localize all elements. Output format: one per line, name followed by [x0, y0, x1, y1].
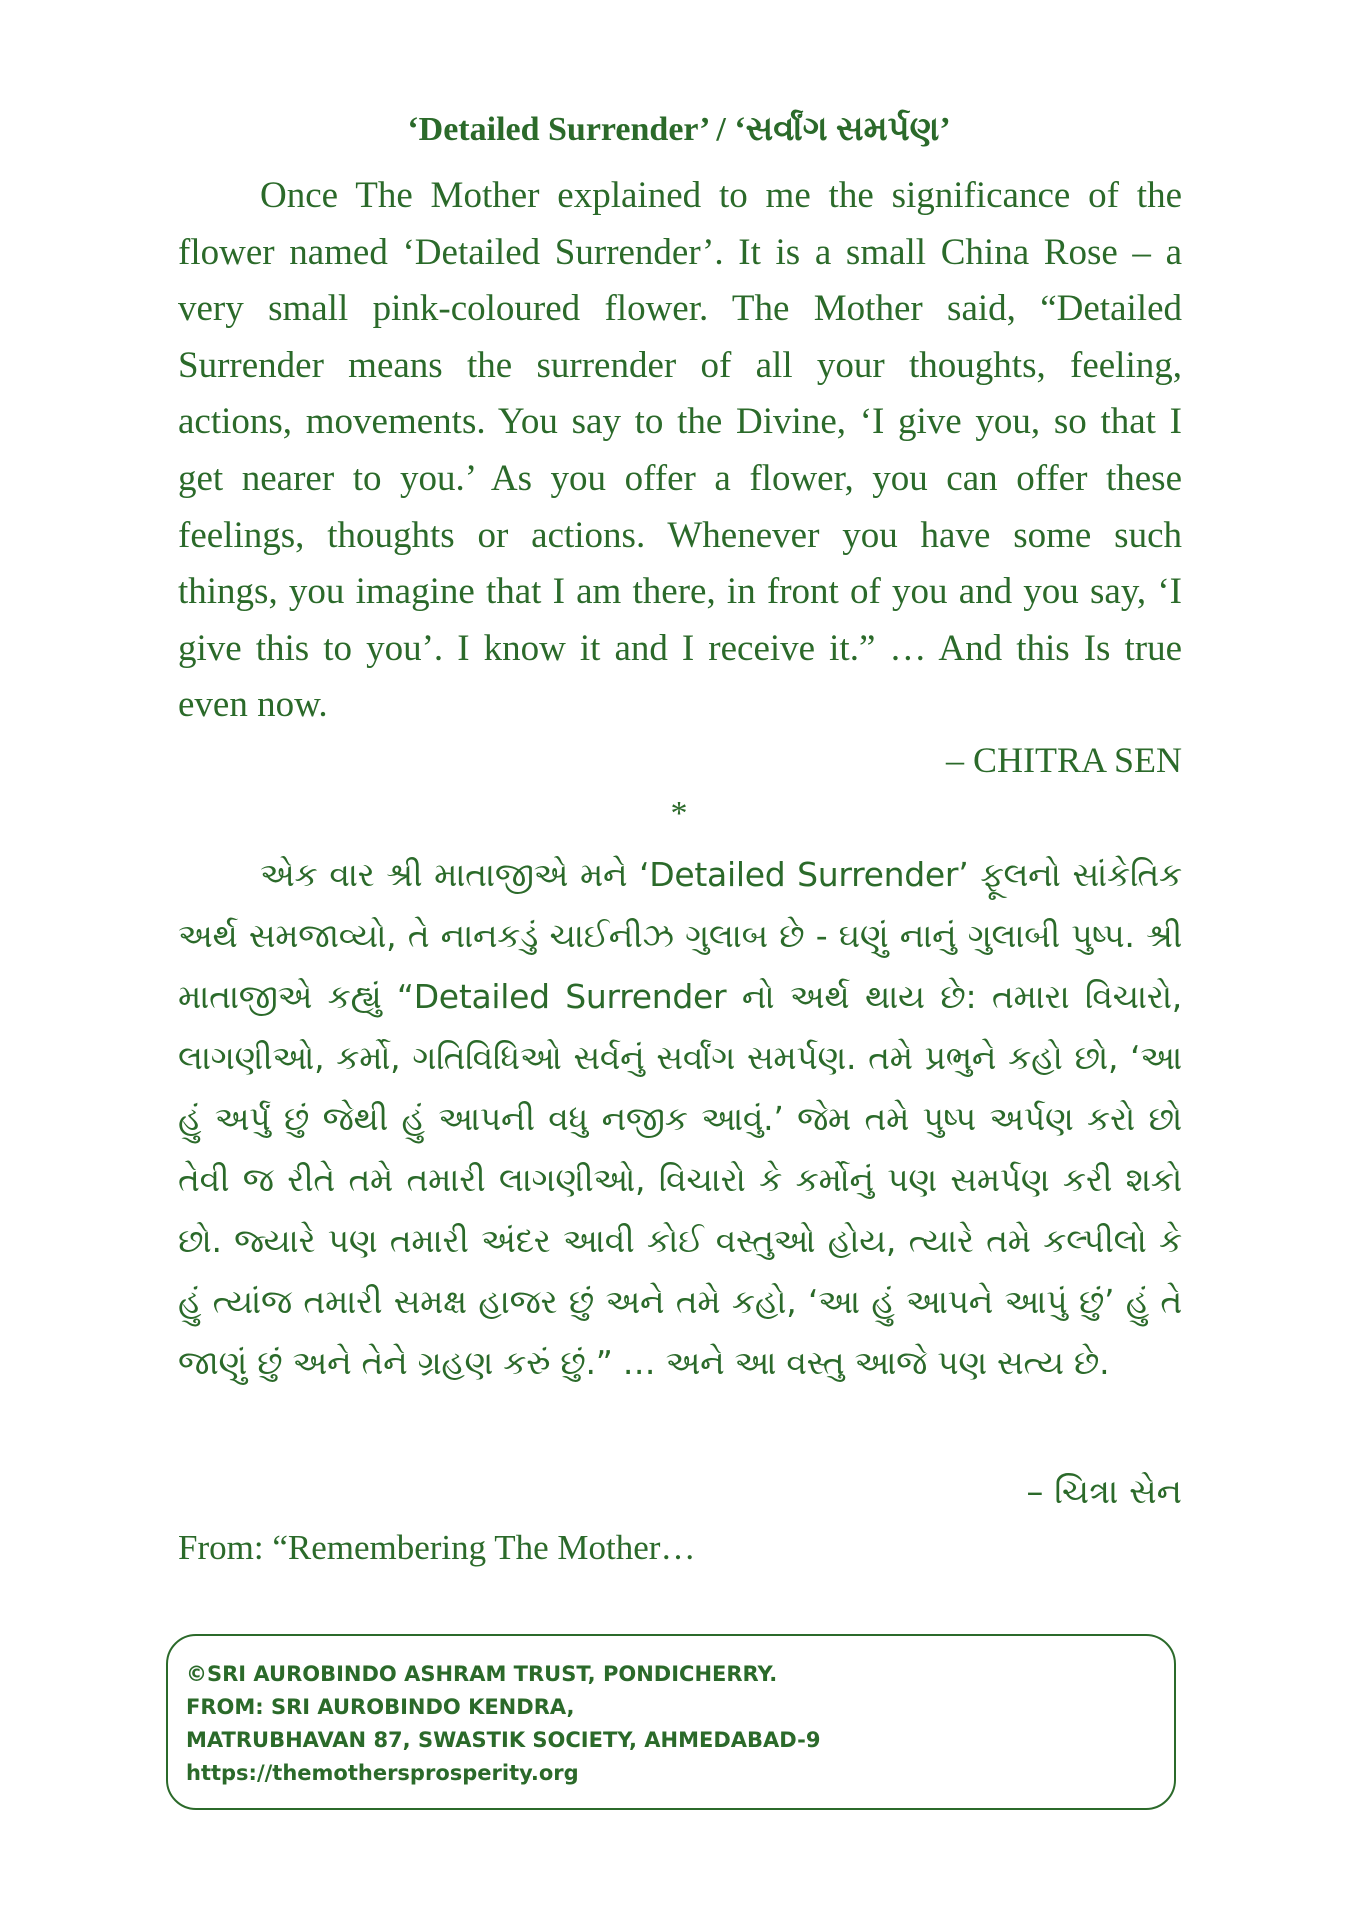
- section-separator: *: [670, 795, 688, 832]
- website-link[interactable]: https://themothersprosperity.org: [186, 1761, 579, 1785]
- publisher-line: FROM: SRI AUROBINDO KENDRA,: [186, 1695, 575, 1719]
- page-title: ‘Detailed Surrender’ / ‘સર્વાંગ સમર્પણ’: [407, 111, 951, 148]
- english-paragraph: Once The Mother explained to me the significance of the flower named ‘Detailed Surrender’. It is a small China Rose – a very small pink-coloured flower. The Mother said, “Detailed Surrender means the surrender of all your thoughts, feeling, actions, movements. You say to the Divine, ‘I give you, so that I get nearer to you.’ As you offer a flower, you can offer these feelings, thoughts or actions. Whenever you have some such things, you imagine that I am there, in front of you and you say, ‘I give this to you’. I know it and I receive it.” … And this Is true even now.: [178, 175, 1182, 726]
- source-citation: From: “Remembering The Mother…: [178, 1528, 696, 1567]
- address-line: MATRUBHAVAN 87, SWASTIK SOCIETY, AHMEDABAD-9: [186, 1728, 821, 1752]
- copyright-line: ©SRI AUROBINDO ASHRAM TRUST, PONDICHERRY.: [186, 1662, 778, 1686]
- english-author: – CHITRA SEN: [945, 740, 1182, 780]
- gujarati-author: – ચિત્રા સેન: [1026, 1472, 1182, 1512]
- copyright-box: [166, 1634, 1176, 1810]
- gujarati-paragraph: એક વાર શ્રી માતાજીએ મને ‘Detailed Surrender’ ફૂલનો સાંકેતિક અર્થ સમજાવ્યો, તે નાનકડું ચાઈનીઝ ગુલાબ છે - ઘણું નાનું ગુલાબી પુષ્પ. શ્રી માતાજીએ કહ્યું “Detailed Surrender નો અર્થ થાય છે: તમારા વિચારો, લાગણીઓ, કર્મો, ગતિવિધિઓ સર્વનું સર્વાંગ સમર્પણ. તમે પ્રભુને કહો છો, ‘આ હું અર્પું છું જેથી હું આપની વધુ નજીક આવું.’ જેમ તમે પુષ્પ અર્પણ કરો છો તેવી જ રીતે તમે તમારી લાગણીઓ, વિચારો કે કર્મોનું પણ સમર્પણ કરી શકો છો. જ્યારે પણ તમારી અંદર આવી કોઈ વસ્તુઓ હોય, ત્યારે તમે કલ્પીલો કે હું ત્યાંજ તમારી સમક્ષ હાજર છું અને તમે કહો, ‘આ હું આપને આપું છું’ હું તે જાણું છું અને તેને ગ્રહણ કરું છું.” … અને આ વસ્તુ આજે પણ સત્ય છે.: [178, 855, 1182, 1382]
